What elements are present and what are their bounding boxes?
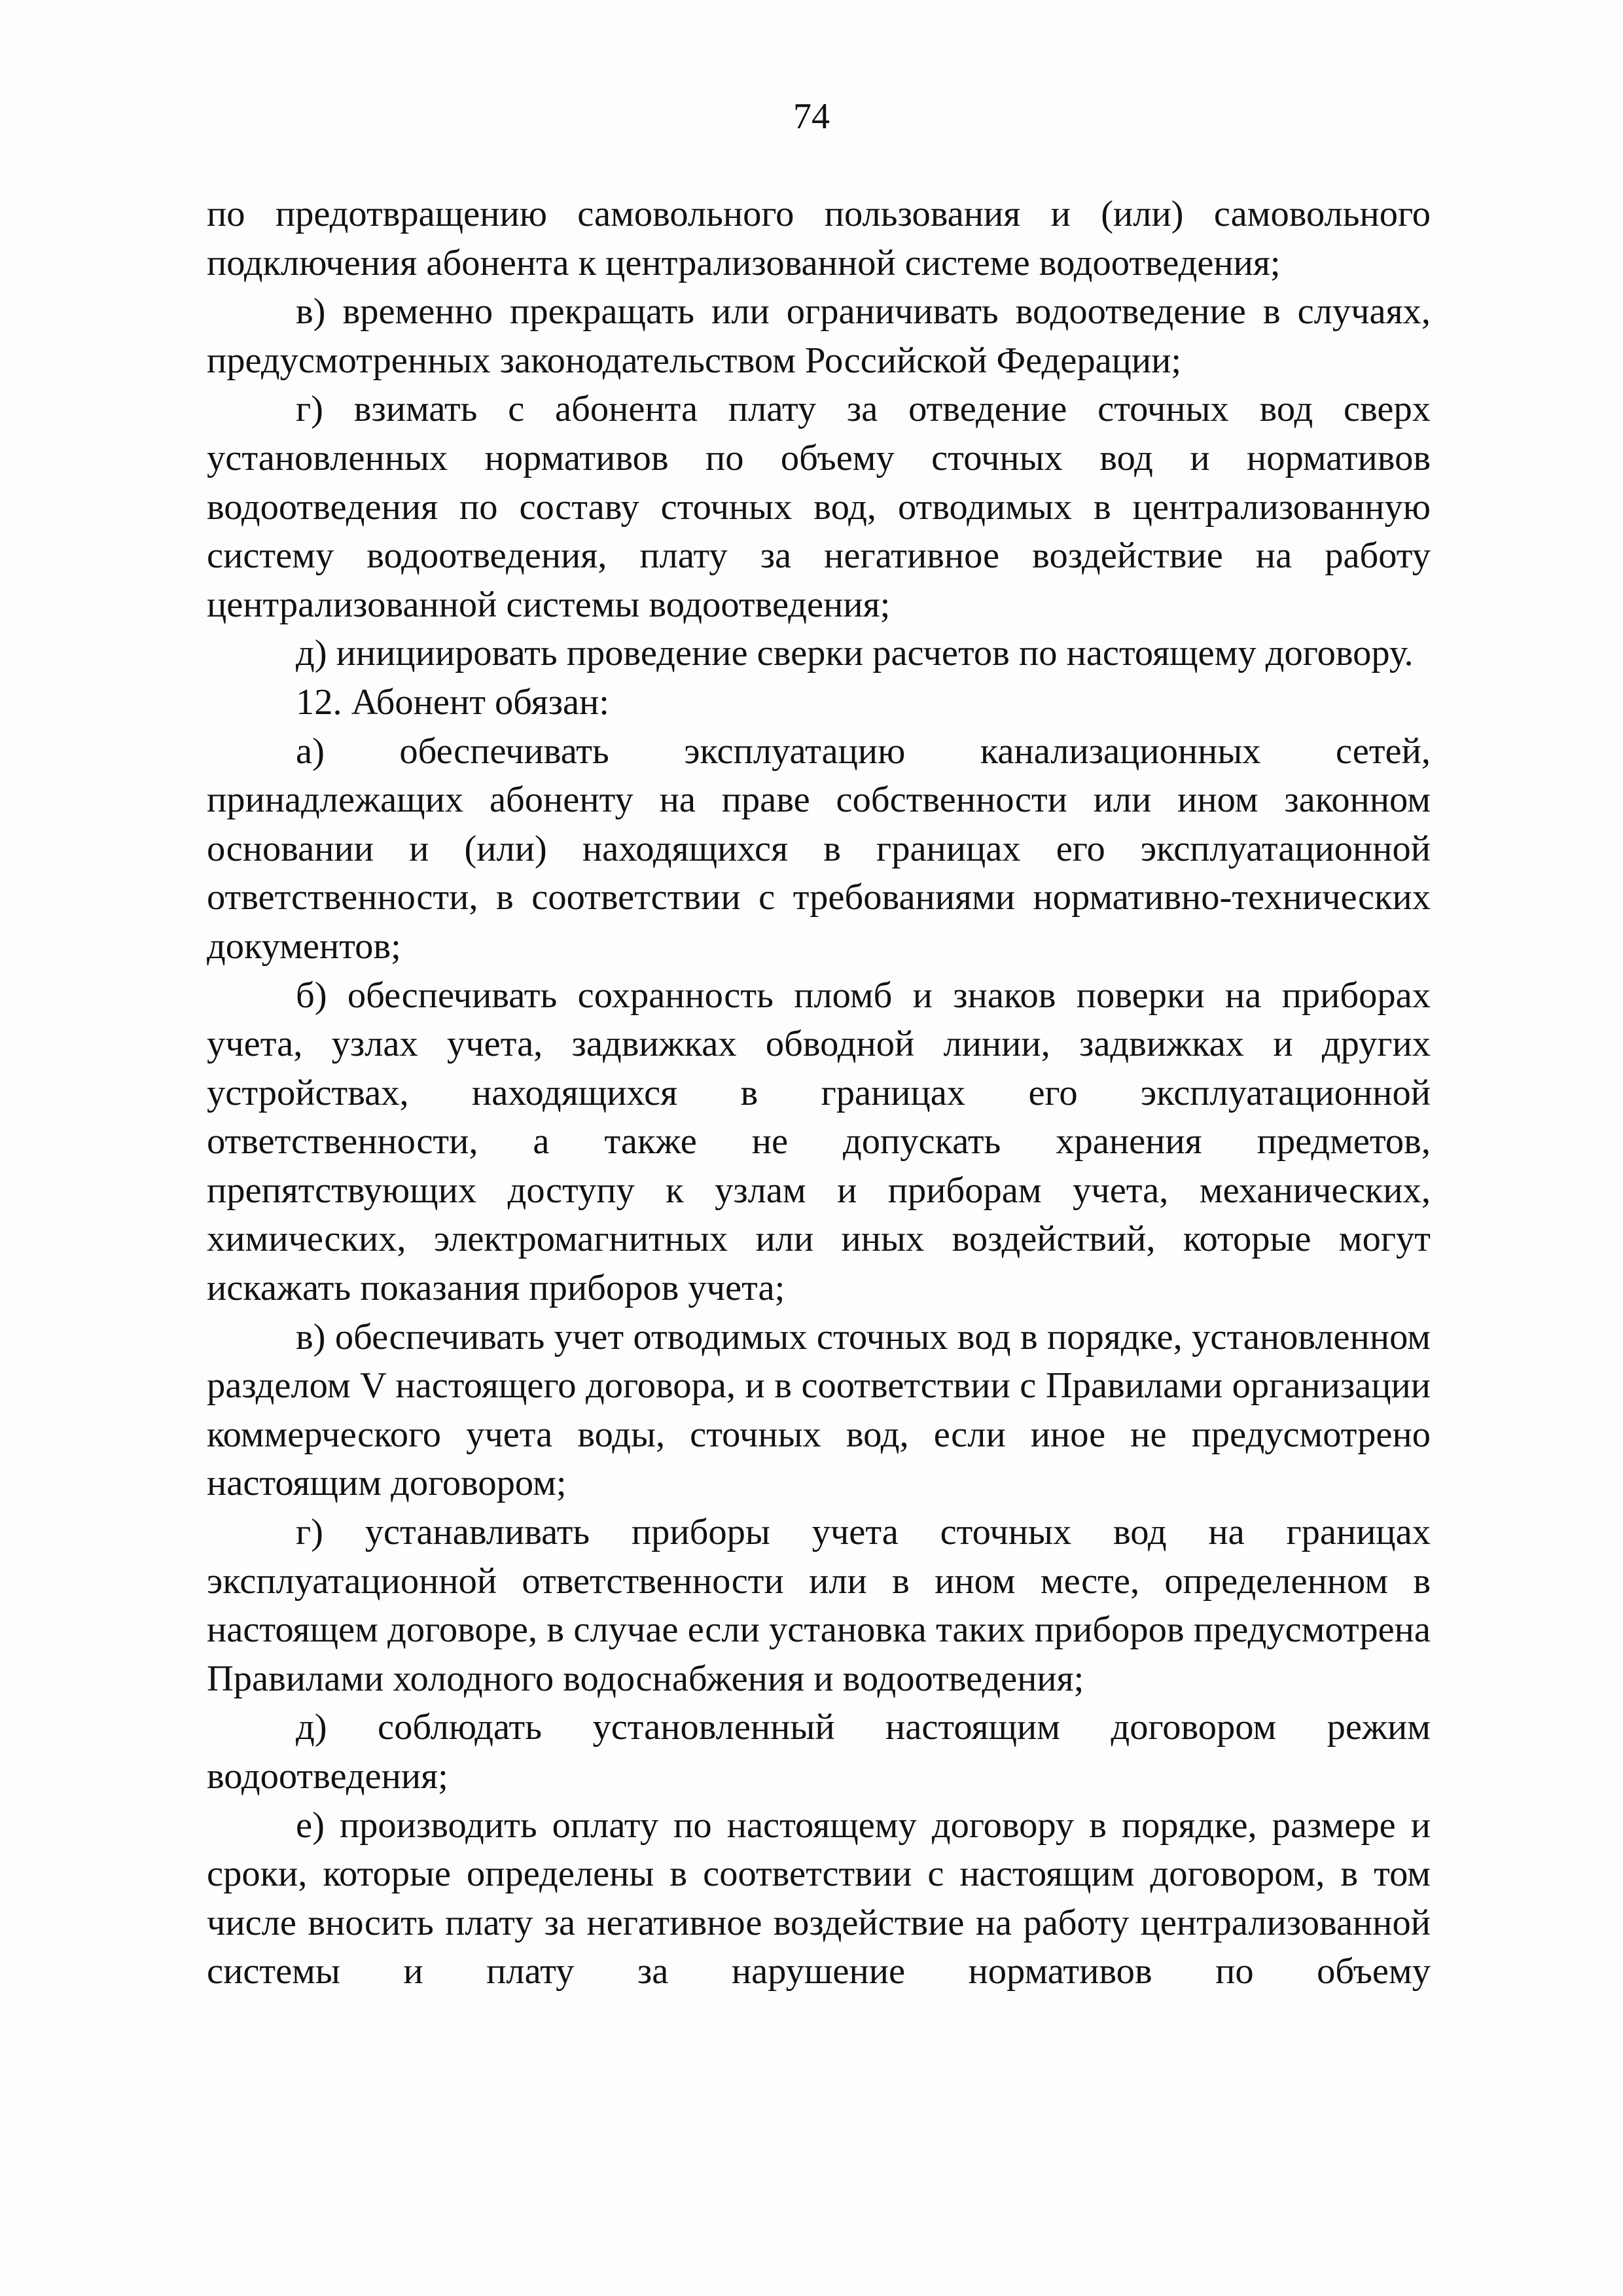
paragraph-item-g: г) взимать с абонента плату за отведение сточных вод сверх установленных нормативов по объему сточных вод и нормативов водоотведения по составу сточных вод, отводимых в централизованную систему водоотведения, плату за негативное воздействие на работу централизованной системы водоотведения; (207, 389, 1431, 625)
paragraph-continuation: по предотвращению самовольного пользования и (или) самовольного подключения абонента к централизованной системе водоотведения; (207, 194, 1431, 283)
paragraph-item-b: б) обеспечивать сохранность пломб и знаков поверки на приборах учета, узлах учета, задвижках обводной линии, задвижках и других устройствах, находящихся в границах его эксплуатационной ответственности, а также не допускать хранения предметов, препятствующих доступу к узлам и приборам учета, механических, химических, электромагнитных или иных воздействий, которые могут искажать показания приборов учета; (207, 975, 1431, 1309)
paragraph-item-e: е) производить оплату по настоящему договору в порядке, размере и сроки, которые определены в соответствии с настоящим договором, в том числе вносить плату за негативное воздействие на работу централизованной системы и плату за нарушение нормативов по объему (207, 1804, 1431, 1992)
paragraph-item-d: д) инициировать проведение сверки расчетов по настоящему договору. (296, 633, 1414, 674)
document-body (207, 190, 1431, 1996)
paragraph-item-a: а) обеспечивать эксплуатацию канализационных сетей, принадлежащих абоненту на праве собственности или ином законном основании и (или) находящихся в границах его эксплуатационной ответственности, в соответствии с требованиями нормативно-технических документов; (207, 730, 1431, 967)
paragraph-item-v2: в) обеспечивать учет отводимых сточных вод в порядке, установленном разделом V настоящего договора, и в соответствии с Правилами организации коммерческого учета воды, сточных вод, если иное не предусмотрено настоящим договором; (207, 1316, 1431, 1504)
paragraph-item-g2: г) устанавливать приборы учета сточных вод на границах эксплуатационной ответственности или в ином месте, определенном в настоящем договоре, в случае если установка таких приборов предусмотрена Правилами холодного водоснабжения и водоотведения; (207, 1512, 1431, 1699)
paragraph-item-v: в) временно прекращать или ограничивать водоотведение в случаях, предусмотренных законодательством Российской Федерации; (207, 291, 1431, 381)
paragraph-item-d2: д) соблюдать установленный настоящим договором режим водоотведения; (207, 1707, 1431, 1797)
paragraph-section-12: 12. Абонент обязан: (296, 681, 609, 723)
page-number: 74 (793, 96, 830, 137)
